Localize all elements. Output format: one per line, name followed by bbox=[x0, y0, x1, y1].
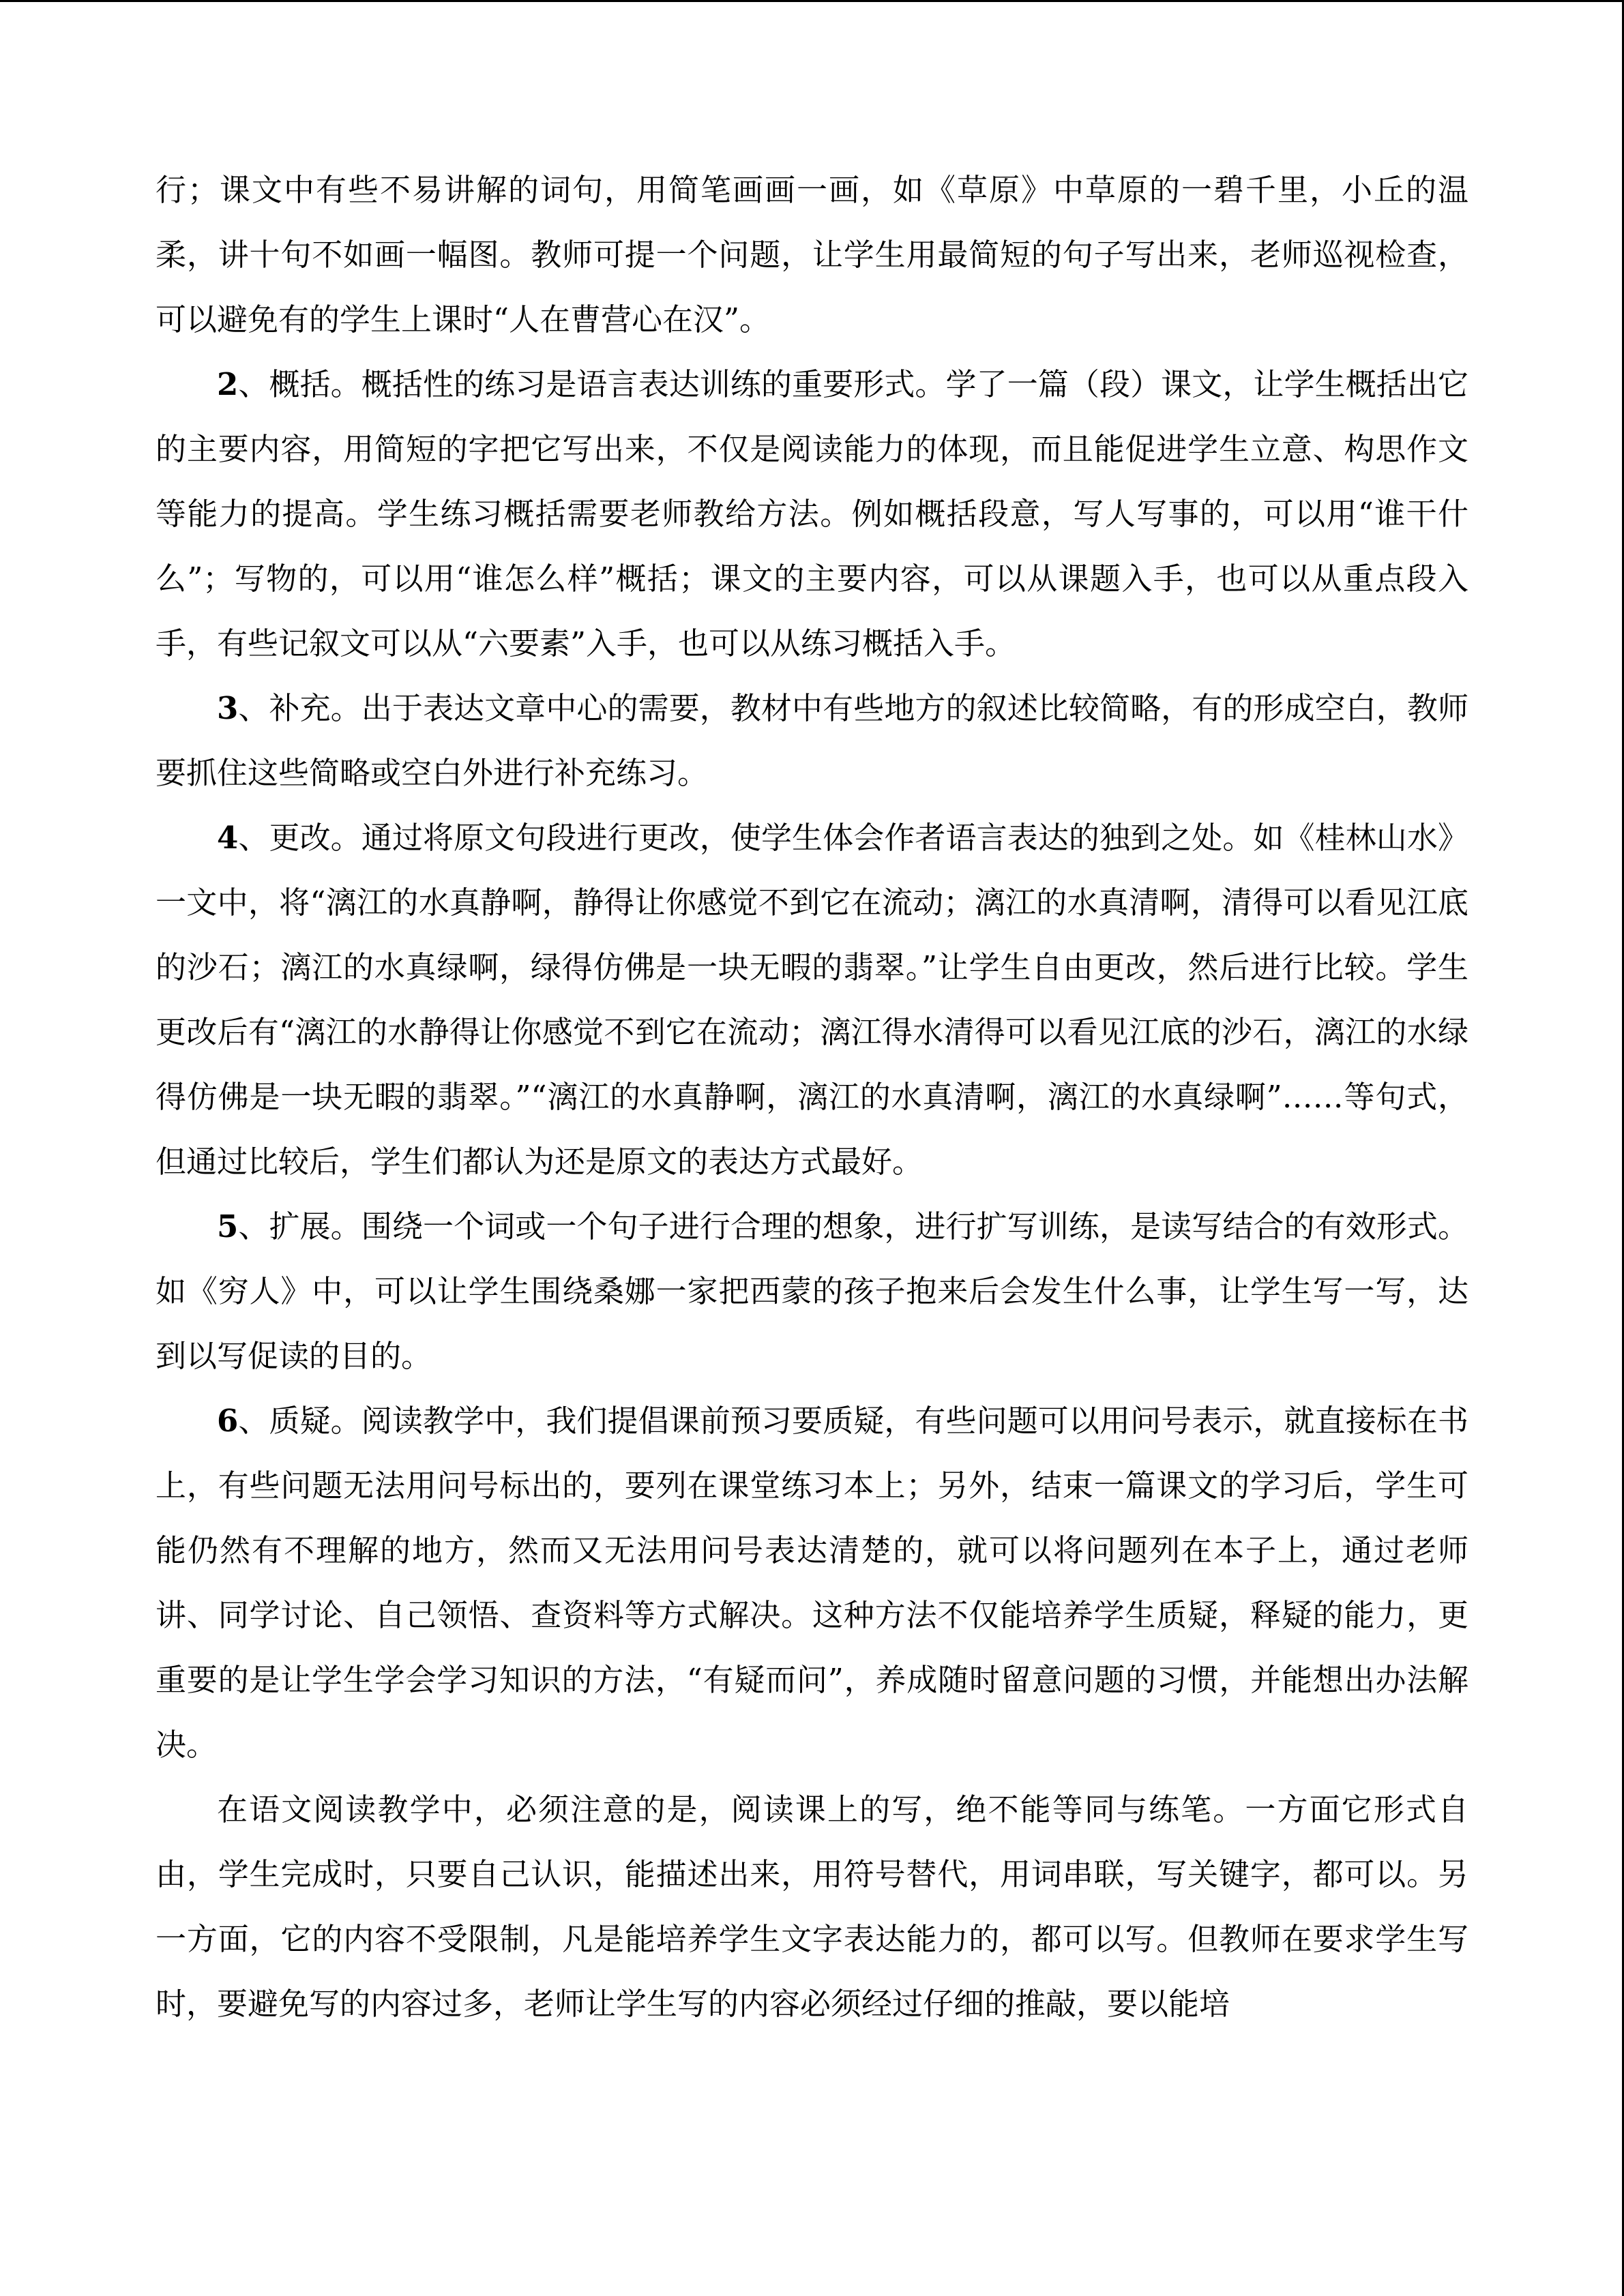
paragraph-text: 、扩展。围绕一个词或一个句子进行合理的想象，进行扩写训练，是读写结合的有效形式。如《穷人》中，可以让学生围绕桑娜一家把西蒙的孩子抱来后会发生什么事，让学生写一写，达到以写促读的目的。 bbox=[156, 1208, 1468, 1374]
paragraph-number: 4 bbox=[217, 820, 239, 856]
paragraph-text: 、质疑。阅读教学中，我们提倡课前预习要质疑，有些问题可以用问号表示，就直接标在书上，有些问题无法用问号标出的，要列在课堂练习本上；另外，结束一篇课文的学习后，学生可能仍然有不理解的地方，然而又无法用问号表达清楚的，就可以将问题列在本子上，通过老师讲、同学讨论、自己领悟、查资料等方式解决。这种方法不仅能培养学生质疑，释疑的能力，更重要的是让学生学会学习知识的方法，“有疑而问”，养成随时留意问题的习惯，并能想出办法解决。 bbox=[156, 1403, 1468, 1763]
paragraph-modify bbox=[156, 805, 1468, 1194]
paragraph-number: 5 bbox=[217, 1208, 239, 1244]
paragraph-text: 行；课文中有些不易讲解的词句，用简笔画画一画，如《草原》中草原的一碧千里，小丘的温柔，讲十句不如画一幅图。教师可提一个问题，让学生用最简短的句子写出来，老师巡视检查，可以避免有的学生上课时“人在曹营心在汉”。 bbox=[156, 172, 1468, 338]
paragraph-continuation bbox=[156, 158, 1468, 352]
paragraph-number: 6 bbox=[217, 1403, 239, 1439]
paragraph-conclusion bbox=[156, 1777, 1468, 2036]
paragraph-text: 、概括。概括性的练习是语言表达训练的重要形式。学了一篇（段）课文，让学生概括出它的主要内容，用简短的字把它写出来，不仅是阅读能力的体现，而且能促进学生立意、构思作文等能力的提高。学生练习概括需要老师教给方法。例如概括段意，写人写事的，可以用“谁干什么”；写物的，可以用“谁怎么样”概括；课文的主要内容，可以从课题入手，也可以从重点段入手，有些记叙文可以从“六要素”入手，也可以从练习概括入手。 bbox=[156, 366, 1468, 661]
paragraph-question bbox=[156, 1388, 1468, 1777]
paragraph-text: 、补充。出于表达文章中心的需要，教材中有些地方的叙述比较简略，有的形成空白，教师要抓住这些简略或空白外进行补充练习。 bbox=[156, 690, 1468, 791]
paragraph-expand bbox=[156, 1194, 1468, 1388]
paragraph-text: 在语文阅读教学中，必须注意的是，阅读课上的写，绝不能等同与练笔。一方面它形式自由，学生完成时，只要自己认识，能描述出来，用符号替代，用词串联，写关键字，都可以。另一方面，它的内容不受限制，凡是能培养学生文字表达能力的，都可以写。但教师在要求学生写时，要避免写的内容过多，老师让学生写的内容必须经过仔细的推敲，要以能培 bbox=[156, 1791, 1468, 2022]
paragraph-summarize bbox=[156, 352, 1468, 676]
paragraph-text: 、更改。通过将原文句段进行更改，使学生体会作者语言表达的独到之处。如《桂林山水》一文中，将“漓江的水真静啊，静得让你感觉不到它在流动；漓江的水真清啊，清得可以看见江底的沙石；漓江的水真绿啊，绿得仿佛是一块无暇的翡翠。”让学生自由更改，然后进行比较。学生更改后有“漓江的水静得让你感觉不到它在流动；漓江得水清得可以看见江底的沙石，漓江的水绿得仿佛是一块无暇的翡翠。”“漓江的水真静啊，漓江的水真清啊，漓江的水真绿啊”……等句式，但通过比较后，学生们都认为还是原文的表达方式最好。 bbox=[156, 820, 1468, 1180]
document-body bbox=[156, 158, 1468, 2036]
paragraph-number: 3 bbox=[217, 690, 239, 726]
paragraph-number: 2 bbox=[217, 366, 239, 402]
paragraph-supplement bbox=[156, 676, 1468, 805]
